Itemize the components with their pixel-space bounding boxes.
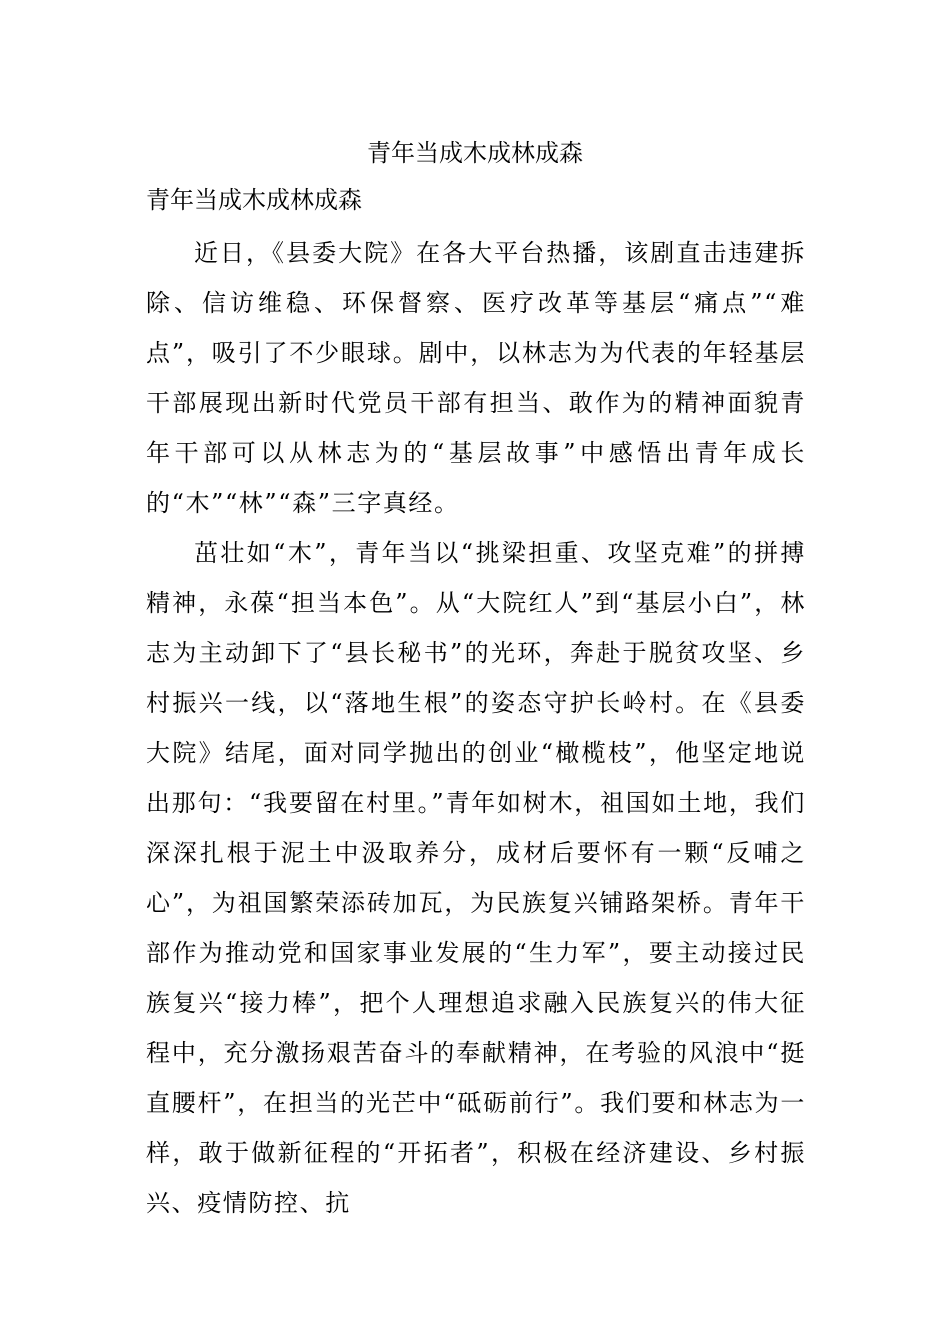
document-body [146, 228, 806, 1228]
document-title: 青年当成木成林成森 [367, 139, 583, 167]
paragraph: 近日，《县委大院》在各大平台热播，该剧直击违建拆除、信访维稳、环保督察、医疗改革等基层“痛点”“难点”，吸引了不少眼球。剧中，以林志为为代表的年轻基层干部展现出新时代党员干部有担当、敢作为的精神面貌青年干部可以从林志为的“基层故事”中感悟出青年成长的“木”“林”“森”三字真经。 [146, 239, 806, 517]
document-subtitle: 青年当成木成林成森 [146, 186, 362, 214]
paragraph: 茁壮如“木”，青年当以“挑梁担重、攻坚克难”的拼搏精神，永葆“担当本色”。从“大院红人”到“基层小白”，林志为主动卸下了“县长秘书”的光环，奔赴于脱贫攻坚、乡村振兴一线，以“落地生根”的姿态守护长岭村。在《县委大院》结尾，面对同学抛出的创业“橄榄枝”，他坚定地说出那句：“我要留在村里。”青年如树木，祖国如土地，我们深深扎根于泥土中汲取养分，成材后要怀有一颗“反哺之心”，为祖国繁荣添砖加瓦，为民族复兴铺路架桥。青年干部作为推动党和国家事业发展的“生力军”，要主动接过民族复兴“接力棒”，把个人理想追求融入民族复兴的伟大征程中，充分激扬艰苦奋斗的奉献精神，在考验的风浪中“挺直腰杆”，在担当的光芒中“砥砺前行”。我们要和林志为一样，敢于做新征程的“开拓者”，积极在经济建设、乡村振兴、疫情防控、抗 [146, 539, 806, 1217]
